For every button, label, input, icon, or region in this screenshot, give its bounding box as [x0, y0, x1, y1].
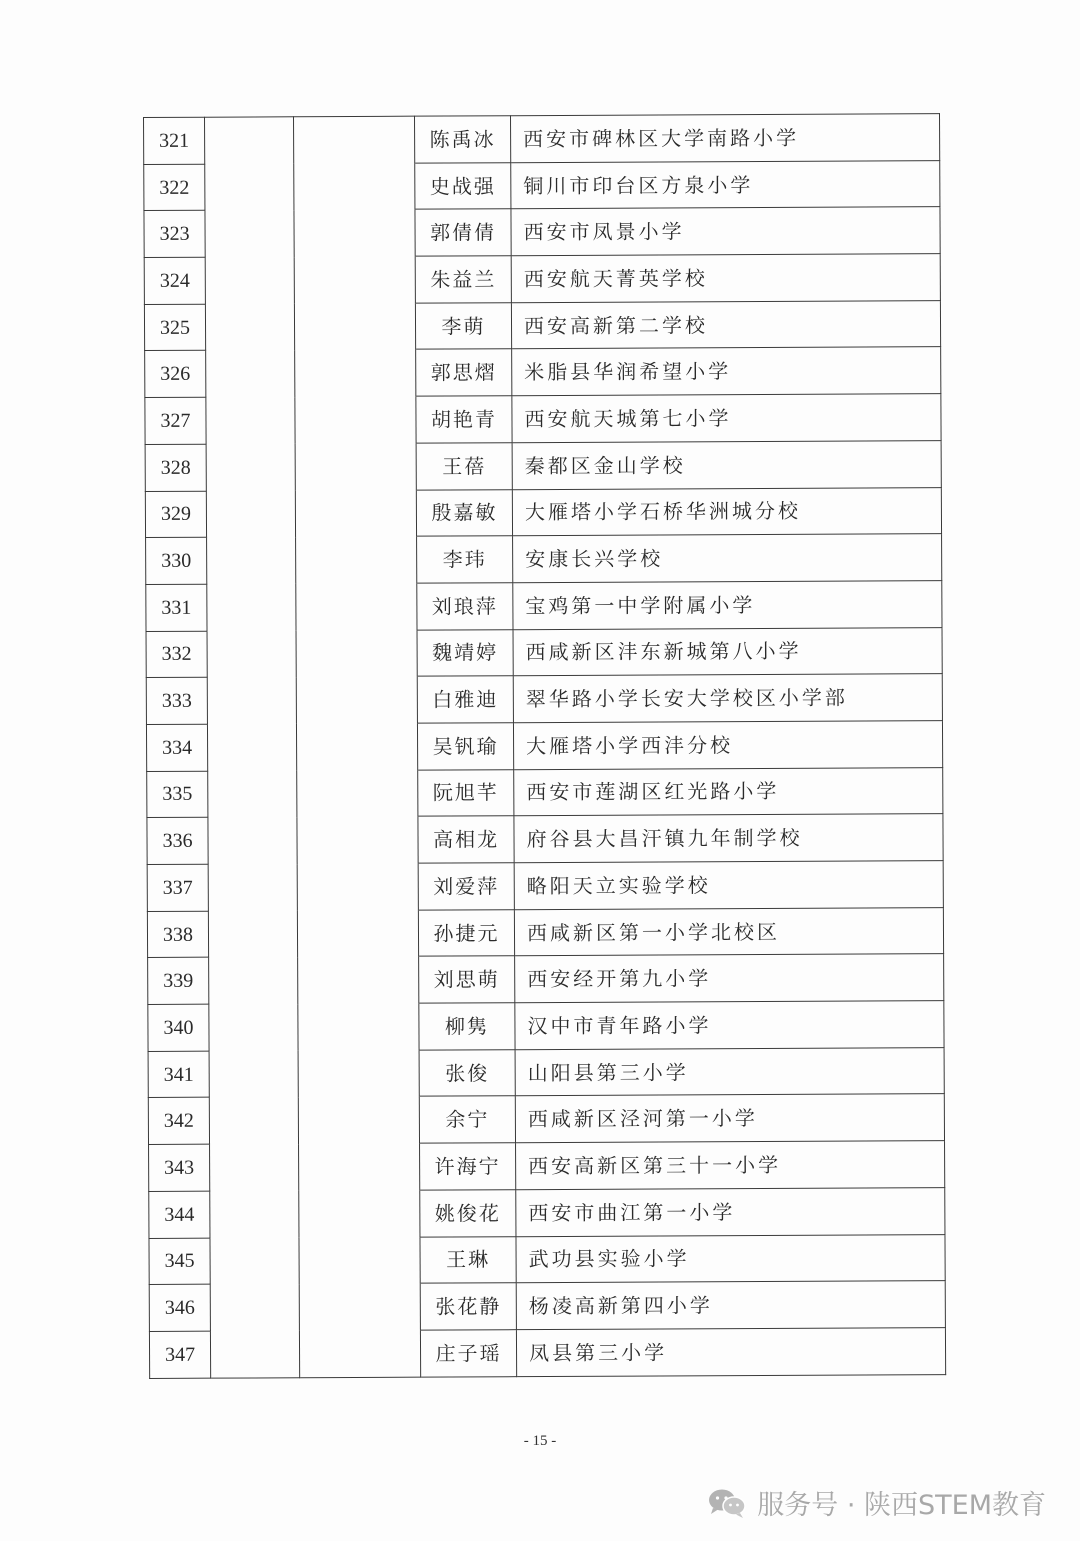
table-row — [147, 907, 943, 958]
empty-cell — [208, 864, 297, 911]
teacher-name: 李玮 — [417, 536, 513, 583]
row-number: 335 — [147, 771, 208, 818]
empty-cell — [210, 1331, 299, 1378]
table-row — [149, 1187, 945, 1238]
table-row — [144, 254, 940, 305]
school-name: 西安高新区第三十一小学 — [516, 1141, 945, 1190]
teacher-name: 史战强 — [415, 162, 511, 209]
table-row — [148, 1001, 944, 1052]
teacher-name: 王蓓 — [416, 443, 512, 490]
school-name: 安康长兴学校 — [513, 534, 942, 583]
empty-cell — [208, 817, 297, 864]
school-name: 府谷县大昌汗镇九年制学校 — [514, 814, 943, 863]
school-name: 大雁塔小学西沣分校 — [513, 721, 942, 770]
row-number: 331 — [146, 584, 207, 631]
row-number: 344 — [149, 1191, 210, 1238]
row-number: 327 — [145, 397, 206, 444]
teacher-name: 阮旭芊 — [418, 769, 514, 816]
teacher-name: 刘爱萍 — [418, 863, 514, 910]
table-row — [144, 160, 940, 211]
empty-cell — [207, 630, 296, 677]
row-number: 322 — [144, 164, 205, 211]
empty-cell — [206, 350, 295, 397]
teacher-name: 白雅迪 — [417, 676, 513, 723]
empty-cell — [295, 443, 416, 490]
row-number: 337 — [147, 864, 208, 911]
empty-cell — [210, 1284, 299, 1331]
row-number: 346 — [149, 1284, 210, 1331]
table-row — [146, 580, 942, 631]
empty-cell — [299, 1190, 420, 1237]
teacher-name: 魏靖婷 — [417, 629, 513, 676]
teacher-name: 朱益兰 — [415, 256, 511, 303]
empty-cell — [296, 723, 417, 770]
empty-cell — [206, 490, 295, 537]
school-name: 杨凌高新第四小学 — [516, 1281, 945, 1330]
school-name: 西安市莲湖区红光路小学 — [514, 767, 943, 816]
teacher-name: 王琳 — [420, 1236, 516, 1283]
school-name: 西咸新区沣东新城第八小学 — [513, 627, 942, 676]
row-number: 325 — [144, 304, 205, 351]
teacher-name: 殷嘉敏 — [416, 489, 512, 536]
school-name: 西咸新区泾河第一小学 — [515, 1094, 944, 1143]
school-name: 西安市碑林区大学南路小学 — [510, 114, 939, 163]
empty-cell — [205, 257, 294, 304]
empty-cell — [210, 1191, 299, 1238]
row-number: 328 — [145, 444, 206, 491]
empty-cell — [205, 210, 294, 257]
row-number: 338 — [147, 911, 208, 958]
table-row — [144, 300, 940, 351]
empty-cell — [209, 1051, 298, 1098]
teacher-name: 陈禹冰 — [414, 116, 510, 163]
row-number: 324 — [144, 257, 205, 304]
empty-cell — [205, 163, 294, 210]
row-number: 336 — [147, 818, 208, 865]
empty-cell — [205, 304, 294, 351]
teacher-name: 李萌 — [415, 302, 511, 349]
teacher-name: 高相龙 — [418, 816, 514, 863]
table-row — [145, 487, 941, 538]
table-row — [147, 814, 943, 865]
school-name: 大雁塔小学石桥华洲城分校 — [512, 487, 941, 536]
empty-cell — [298, 957, 419, 1004]
row-number: 347 — [149, 1331, 210, 1378]
teacher-name: 孙捷元 — [418, 909, 514, 956]
empty-cell — [294, 210, 415, 257]
empty-cell — [210, 1237, 299, 1284]
empty-cell — [207, 584, 296, 631]
table-body — [144, 114, 946, 1378]
table-row — [146, 721, 942, 772]
empty-cell — [294, 116, 415, 163]
empty-cell — [294, 303, 415, 350]
empty-cell — [297, 770, 418, 817]
teacher-name: 庄子瑶 — [420, 1330, 516, 1377]
table-row — [146, 674, 942, 725]
table-row — [147, 861, 943, 912]
school-name: 西安经开第九小学 — [515, 954, 944, 1003]
empty-cell — [208, 910, 297, 957]
table-row — [149, 1141, 945, 1192]
empty-cell — [296, 676, 417, 723]
table-row — [148, 954, 944, 1005]
empty-cell — [206, 397, 295, 444]
table-row — [148, 1047, 944, 1098]
row-number: 323 — [144, 211, 205, 258]
empty-cell — [205, 117, 294, 164]
empty-cell — [207, 724, 296, 771]
empty-cell — [296, 630, 417, 677]
school-name: 米脂县华润希望小学 — [512, 347, 941, 396]
table-row — [145, 394, 941, 445]
teacher-name: 吴钒瑜 — [417, 723, 513, 770]
empty-cell — [294, 256, 415, 303]
school-name: 山阳县第三小学 — [515, 1047, 944, 1096]
empty-cell — [207, 677, 296, 724]
row-number: 339 — [148, 958, 209, 1005]
school-name: 西安高新第二学校 — [511, 300, 940, 349]
school-name: 西安航天城第七小学 — [512, 394, 941, 443]
row-number: 330 — [146, 537, 207, 584]
row-number: 326 — [145, 351, 206, 398]
row-number: 329 — [145, 491, 206, 538]
table-row — [149, 1281, 945, 1332]
teacher-name: 刘思萌 — [419, 956, 515, 1003]
teacher-name: 姚俊花 — [420, 1190, 516, 1237]
teacher-name: 刘琅萍 — [417, 583, 513, 630]
table-row — [147, 767, 943, 818]
empty-cell — [295, 350, 416, 397]
empty-cell — [299, 1283, 420, 1330]
empty-cell — [294, 163, 415, 210]
table-row — [144, 114, 940, 165]
watermark — [707, 1483, 1046, 1522]
empty-cell — [209, 957, 298, 1004]
teacher-name: 胡艳青 — [416, 396, 512, 443]
empty-cell — [296, 583, 417, 630]
teacher-name: 郭倩倩 — [415, 209, 511, 256]
empty-cell — [295, 396, 416, 443]
empty-cell — [299, 1143, 420, 1190]
empty-cell — [298, 1097, 419, 1144]
school-name: 汉中市青年路小学 — [515, 1001, 944, 1050]
school-name: 西咸新区第一小学北校区 — [514, 907, 943, 956]
school-name: 西安航天菁英学校 — [511, 254, 940, 303]
teacher-name: 张俊 — [419, 1049, 515, 1096]
table-row — [144, 207, 940, 258]
watermark-text: 服务号 · 陕西STEM教育 — [757, 1490, 1046, 1521]
empty-cell — [297, 863, 418, 910]
empty-cell — [207, 537, 296, 584]
empty-cell — [297, 910, 418, 957]
school-name: 西安市曲江第一小学 — [516, 1187, 945, 1236]
empty-cell — [297, 816, 418, 863]
row-number: 340 — [148, 1004, 209, 1051]
school-name: 宝鸡第一中学附属小学 — [513, 580, 942, 629]
teacher-name: 许海宁 — [420, 1143, 516, 1190]
teacher-name: 余宁 — [419, 1096, 515, 1143]
empty-cell — [208, 770, 297, 817]
empty-cell — [210, 1144, 299, 1191]
empty-cell — [295, 490, 416, 537]
wechat-icon — [707, 1487, 747, 1519]
table-row — [146, 627, 942, 678]
row-number: 345 — [149, 1238, 210, 1285]
table-row — [149, 1234, 945, 1285]
table-row — [148, 1094, 944, 1145]
school-name: 西安市凤景小学 — [511, 207, 940, 256]
school-name: 武功县实验小学 — [516, 1234, 945, 1283]
teacher-name: 郭思熠 — [416, 349, 512, 396]
row-number: 321 — [144, 117, 205, 164]
empty-cell — [209, 1097, 298, 1144]
table-row — [146, 534, 942, 585]
school-name: 略阳天立实验学校 — [514, 861, 943, 910]
table-row — [149, 1327, 945, 1378]
empty-cell — [299, 1237, 420, 1284]
teacher-name: 张花静 — [420, 1283, 516, 1330]
row-number: 341 — [148, 1051, 209, 1098]
empty-cell — [298, 1003, 419, 1050]
row-number: 334 — [146, 724, 207, 771]
row-number: 333 — [146, 677, 207, 724]
empty-cell — [296, 536, 417, 583]
table-row — [145, 347, 941, 398]
school-name: 翠华路小学长安大学校区小学部 — [513, 674, 942, 723]
empty-cell — [299, 1330, 420, 1377]
page-number: - 15 - — [523, 1433, 557, 1449]
teacher-name: 柳隽 — [419, 1003, 515, 1050]
empty-cell — [206, 444, 295, 491]
row-number: 343 — [149, 1144, 210, 1191]
school-name: 凤县第三小学 — [516, 1327, 945, 1376]
row-number: 332 — [146, 631, 207, 678]
row-number: 342 — [148, 1098, 209, 1145]
award-list-table — [143, 113, 946, 1378]
school-name: 秦都区金山学校 — [512, 440, 941, 489]
school-name: 铜川市印台区方泉小学 — [511, 160, 940, 209]
empty-cell — [209, 1004, 298, 1051]
table-row — [145, 440, 941, 491]
empty-cell — [298, 1050, 419, 1097]
